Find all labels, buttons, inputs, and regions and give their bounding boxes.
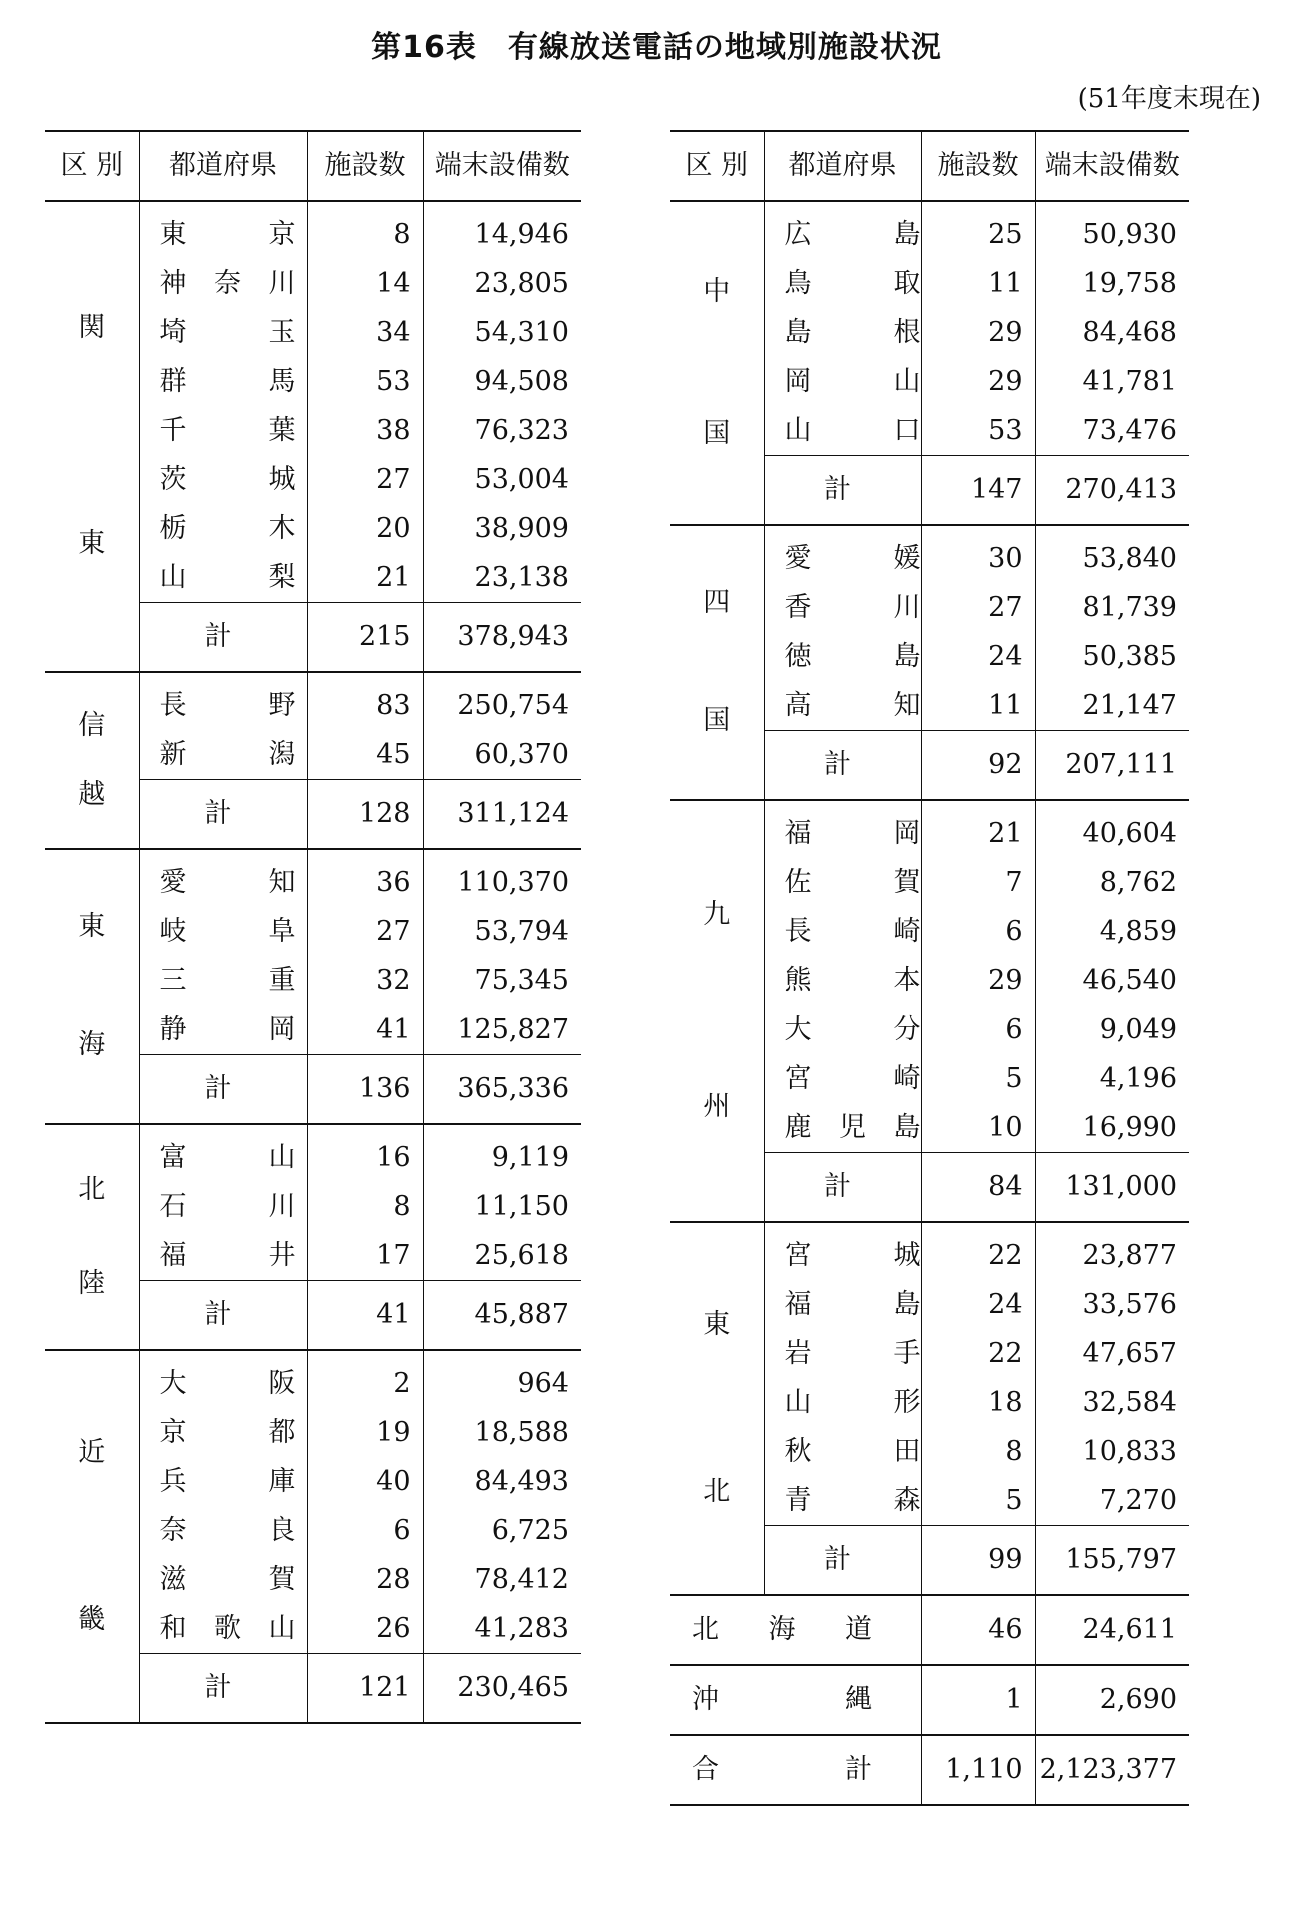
subtotal-label: 計 [139, 780, 307, 850]
region-label [670, 545, 764, 781]
prefecture-label: 福岡 [784, 818, 921, 849]
subtotal-facilities: 99 [921, 1526, 1035, 1596]
subtotal-facilities: 136 [307, 1055, 423, 1125]
grand-total-facilities: 1,110 [921, 1735, 1035, 1805]
prefecture-label: 長崎 [784, 916, 921, 947]
terminal-count: 110,370 [457, 867, 569, 898]
prefecture-label: 山形 [784, 1387, 921, 1418]
prefecture-name [139, 259, 307, 308]
prefecture-label: 和歌山 [159, 1613, 296, 1644]
region-label [670, 221, 764, 506]
facility-count: 53 [921, 406, 1035, 456]
table-row [45, 1350, 581, 1408]
subtotal-facilities: 147 [921, 456, 1035, 526]
facility-count: 41 [307, 1005, 423, 1055]
prefecture-label: 宮城 [784, 1240, 921, 1271]
prefecture-name [764, 1103, 921, 1153]
prefecture-label: 岐阜 [159, 916, 296, 947]
terminal-count: 6,725 [491, 1515, 569, 1546]
prefecture-name [764, 357, 921, 406]
facility-count: 5 [921, 1476, 1035, 1526]
prefecture-name [139, 308, 307, 357]
okinawa-terminals: 2,690 [1035, 1665, 1189, 1735]
prefecture-label: 三重 [159, 965, 296, 996]
terminal-count: 47,657 [1082, 1338, 1177, 1369]
prefecture-name [764, 681, 921, 731]
region-char: 九 [703, 899, 731, 931]
prefecture-label: 富山 [159, 1142, 296, 1173]
prefecture-name [139, 357, 307, 406]
terminal-count: 25,618 [474, 1240, 569, 1271]
prefecture-name [764, 1476, 921, 1526]
prefecture-label: 山梨 [159, 562, 296, 593]
grand-total-terminals: 2,123,377 [1035, 1735, 1189, 1805]
prefecture-label: 石川 [159, 1191, 296, 1222]
prefecture-name [764, 1054, 921, 1103]
table-row [45, 672, 581, 730]
prefecture-label: 奈良 [159, 1515, 296, 1546]
prefecture-label: 栃木 [159, 513, 296, 544]
prefecture-name [764, 201, 921, 259]
prefecture-name [139, 553, 307, 603]
terminal-count: 11,150 [474, 1191, 569, 1222]
subtotal-terminals: 207,111 [1035, 731, 1189, 801]
prefecture-label: 秋田 [784, 1436, 921, 1467]
prefecture-label: 佐賀 [784, 867, 921, 898]
facility-count: 22 [921, 1222, 1035, 1280]
as-of-note: (51年度末現在) [1077, 84, 1261, 114]
subtotal-terminals: 155,797 [1035, 1526, 1189, 1596]
facility-count: 32 [307, 956, 423, 1005]
region-label [670, 820, 764, 1203]
prefecture-name [764, 858, 921, 907]
region-char: 海 [78, 1029, 106, 1061]
region-char: 北 [78, 1174, 106, 1206]
terminal-count: 41,781 [1082, 366, 1177, 397]
terminal-count: 9,119 [491, 1142, 569, 1173]
prefecture-name [764, 308, 921, 357]
prefecture-label: 岡山 [784, 366, 921, 397]
region-char: 東 [703, 1308, 731, 1340]
region-char: 国 [703, 705, 731, 737]
facility-count: 30 [921, 525, 1035, 583]
facility-count: 21 [307, 553, 423, 603]
terminal-count: 18,588 [474, 1417, 569, 1448]
prefecture-label: 岩手 [784, 1338, 921, 1369]
facility-count: 21 [921, 800, 1035, 858]
region-label [45, 869, 139, 1105]
prefecture-label: 愛知 [159, 867, 296, 898]
right-table-container [670, 130, 1274, 1806]
subtotal-terminals: 365,336 [423, 1055, 581, 1125]
region-char: 四 [703, 587, 731, 619]
region-name [670, 201, 764, 525]
facility-count: 34 [307, 308, 423, 357]
header-terminals: 端末設備数 [423, 131, 581, 201]
prefecture-name [764, 525, 921, 583]
terminal-count: 46,540 [1082, 965, 1177, 996]
region-char: 国 [703, 418, 731, 450]
prefecture-name [764, 1005, 921, 1054]
table-title: 第16表 有線放送電話の地域別施設状況 [371, 30, 942, 65]
terminal-count: 76,323 [474, 415, 569, 446]
facility-count: 36 [307, 849, 423, 907]
terminal-count: 964 [517, 1368, 569, 1399]
region-char: 中 [703, 275, 731, 307]
facility-count: 26 [307, 1604, 423, 1654]
terminal-count: 10,833 [1082, 1436, 1177, 1467]
prefecture-name [764, 1378, 921, 1427]
region-name [45, 1350, 139, 1723]
prefecture-label: 鳥取 [784, 268, 921, 299]
subtotal-label: 計 [139, 1055, 307, 1125]
prefecture-label: 愛媛 [784, 543, 921, 574]
subtotal-facilities: 215 [307, 603, 423, 673]
prefecture-label: 兵庫 [159, 1466, 296, 1497]
hokkaido-label: 北海道 [670, 1595, 921, 1665]
right-table-body [670, 201, 1189, 1595]
prefecture-name [139, 504, 307, 553]
header-region: 区 別 [45, 131, 139, 201]
region-char: 信 [78, 709, 106, 741]
header-prefecture: 都道府県 [764, 131, 921, 201]
terminal-count: 38,909 [474, 513, 569, 544]
terminal-count: 125,827 [457, 1014, 569, 1045]
prefecture-label: 鹿児島 [784, 1112, 921, 1143]
left-table-body [45, 201, 581, 1723]
subtotal-facilities: 128 [307, 780, 423, 850]
facility-count: 5 [921, 1054, 1035, 1103]
terminal-count: 7,270 [1099, 1485, 1177, 1516]
table-row [670, 201, 1189, 259]
terminal-count: 41,283 [474, 1613, 569, 1644]
terminal-count: 53,004 [474, 464, 569, 495]
okinawa-facilities: 1 [921, 1665, 1035, 1735]
region-name [45, 672, 139, 849]
terminal-count: 50,385 [1082, 641, 1177, 672]
terminal-count: 84,493 [474, 1466, 569, 1497]
table-row [45, 849, 581, 907]
prefecture-name [764, 1329, 921, 1378]
facility-count: 29 [921, 357, 1035, 406]
header-region: 区 別 [670, 131, 764, 201]
facility-count: 8 [921, 1427, 1035, 1476]
terminal-count: 14,946 [474, 219, 569, 250]
prefecture-label: 群馬 [159, 366, 296, 397]
prefecture-name [764, 583, 921, 632]
prefecture-name [139, 672, 307, 730]
region-char: 州 [703, 1090, 731, 1122]
facility-count: 7 [921, 858, 1035, 907]
facility-count: 18 [921, 1378, 1035, 1427]
facility-count: 2 [307, 1350, 423, 1408]
facility-count: 6 [921, 1005, 1035, 1054]
facility-count: 29 [921, 956, 1035, 1005]
prefecture-name [139, 406, 307, 455]
facility-count: 28 [307, 1555, 423, 1604]
terminal-count: 9,049 [1099, 1014, 1177, 1045]
prefecture-label: 青森 [784, 1485, 921, 1516]
region-char: 北 [703, 1475, 731, 1507]
region-char: 畿 [78, 1603, 106, 1635]
facility-count: 10 [921, 1103, 1035, 1153]
terminal-count: 78,412 [474, 1564, 569, 1595]
prefecture-name [139, 956, 307, 1005]
facility-count: 8 [307, 201, 423, 259]
prefecture-name [139, 1457, 307, 1506]
facility-count: 24 [921, 1280, 1035, 1329]
prefecture-label: 茨城 [159, 464, 296, 495]
table-row [45, 201, 581, 259]
terminal-count: 81,739 [1082, 592, 1177, 623]
prefecture-label: 新潟 [159, 739, 296, 770]
facility-count: 22 [921, 1329, 1035, 1378]
prefecture-name [139, 849, 307, 907]
subtotal-facilities: 121 [307, 1654, 423, 1724]
terminal-count: 53,794 [474, 916, 569, 947]
facility-count: 40 [307, 1457, 423, 1506]
hokkaido-row [670, 1595, 1189, 1665]
header-row [45, 131, 581, 201]
region-char: 陸 [78, 1267, 106, 1299]
facility-count: 29 [921, 308, 1035, 357]
terminal-count: 53,840 [1082, 543, 1177, 574]
terminal-count: 54,310 [474, 317, 569, 348]
facility-count: 11 [921, 681, 1035, 731]
prefecture-name [764, 406, 921, 456]
prefecture-label: 宮崎 [784, 1063, 921, 1094]
terminal-count: 19,758 [1082, 268, 1177, 299]
region-label [45, 1144, 139, 1331]
prefecture-name [764, 1427, 921, 1476]
table-row [670, 800, 1189, 858]
left-table-container [45, 130, 665, 1724]
region-label [45, 221, 139, 653]
subtotal-label: 計 [764, 1526, 921, 1596]
table-row [670, 525, 1189, 583]
facility-count: 14 [307, 259, 423, 308]
prefecture-label: 東京 [159, 219, 296, 250]
prefecture-name [139, 907, 307, 956]
prefecture-label: 大分 [784, 1014, 921, 1045]
prefecture-name [764, 800, 921, 858]
prefecture-name [139, 730, 307, 780]
prefecture-label: 熊本 [784, 965, 921, 996]
facility-count: 20 [307, 504, 423, 553]
region-char: 東 [78, 528, 106, 560]
prefecture-name [139, 1182, 307, 1231]
hokkaido-terminals: 24,611 [1035, 1595, 1189, 1665]
prefecture-name [139, 455, 307, 504]
prefecture-name [764, 956, 921, 1005]
terminal-count: 16,990 [1082, 1112, 1177, 1143]
terminal-count: 73,476 [1082, 415, 1177, 446]
facility-count: 53 [307, 357, 423, 406]
prefecture-label: 神奈川 [159, 268, 296, 299]
region-name [670, 1222, 764, 1595]
header-terminals: 端末設備数 [1035, 131, 1189, 201]
facility-count: 6 [307, 1506, 423, 1555]
subtotal-terminals: 131,000 [1035, 1153, 1189, 1223]
prefecture-name [139, 1231, 307, 1281]
prefecture-label: 静岡 [159, 1014, 296, 1045]
prefecture-label: 島根 [784, 317, 921, 348]
subtotal-label: 計 [139, 1654, 307, 1724]
prefecture-name [139, 1604, 307, 1654]
facility-count: 11 [921, 259, 1035, 308]
prefecture-label: 長野 [159, 690, 296, 721]
prefecture-name [764, 1280, 921, 1329]
facility-count: 25 [921, 201, 1035, 259]
prefecture-label: 京都 [159, 1417, 296, 1448]
facility-count: 6 [921, 907, 1035, 956]
facility-count: 27 [307, 455, 423, 504]
prefecture-name [139, 1555, 307, 1604]
subtotal-label: 計 [139, 603, 307, 673]
facility-count: 45 [307, 730, 423, 780]
terminal-count: 8,762 [1099, 867, 1177, 898]
subtotal-label: 計 [139, 1281, 307, 1351]
grand-total-row [670, 1735, 1189, 1805]
prefecture-name [764, 1222, 921, 1280]
facility-count: 27 [307, 907, 423, 956]
facility-count: 83 [307, 672, 423, 730]
region-char: 越 [78, 778, 106, 810]
header-facilities: 施設数 [307, 131, 423, 201]
grand-total-label: 合計 [670, 1735, 921, 1805]
prefecture-name [139, 201, 307, 259]
prefecture-label: 広島 [784, 219, 921, 250]
region-name [45, 201, 139, 672]
subtotal-facilities: 84 [921, 1153, 1035, 1223]
prefecture-label: 埼玉 [159, 317, 296, 348]
subtotal-facilities: 41 [307, 1281, 423, 1351]
facility-count: 38 [307, 406, 423, 455]
header-row [670, 131, 1189, 201]
terminal-count: 84,468 [1082, 317, 1177, 348]
prefecture-label: 千葉 [159, 415, 296, 446]
prefecture-name [139, 1506, 307, 1555]
prefecture-label: 山口 [784, 415, 921, 446]
header-facilities: 施設数 [921, 131, 1035, 201]
region-char: 東 [78, 911, 106, 943]
facility-count: 19 [307, 1408, 423, 1457]
prefecture-label: 大阪 [159, 1368, 296, 1399]
region-name [670, 800, 764, 1222]
right-table [670, 130, 1189, 1806]
prefecture-name [764, 907, 921, 956]
region-label [45, 692, 139, 830]
region-label [670, 1242, 764, 1576]
header-prefecture: 都道府県 [139, 131, 307, 201]
prefecture-label: 香川 [784, 592, 921, 623]
terminal-count: 75,345 [474, 965, 569, 996]
terminal-count: 23,138 [474, 562, 569, 593]
terminal-count: 250,754 [457, 690, 569, 721]
region-char: 関 [78, 312, 106, 344]
terminal-count: 21,147 [1082, 690, 1177, 721]
prefecture-name [139, 1005, 307, 1055]
subtotal-label: 計 [764, 731, 921, 801]
prefecture-label: 福島 [784, 1289, 921, 1320]
facility-count: 17 [307, 1231, 423, 1281]
prefecture-name [139, 1350, 307, 1408]
table-row [670, 1222, 1189, 1280]
prefecture-name [139, 1408, 307, 1457]
prefecture-name [764, 632, 921, 681]
subtotal-terminals: 45,887 [423, 1281, 581, 1351]
subtotal-label: 計 [764, 456, 921, 526]
terminal-count: 60,370 [474, 739, 569, 770]
prefecture-label: 高知 [784, 690, 921, 721]
subtotal-facilities: 92 [921, 731, 1035, 801]
facility-count: 16 [307, 1124, 423, 1182]
region-label [45, 1370, 139, 1704]
subtotal-terminals: 378,943 [423, 603, 581, 673]
terminal-count: 40,604 [1082, 818, 1177, 849]
prefecture-name [764, 259, 921, 308]
facility-count: 24 [921, 632, 1035, 681]
okinawa-row [670, 1665, 1189, 1735]
facility-count: 8 [307, 1182, 423, 1231]
terminal-count: 50,930 [1082, 219, 1177, 250]
region-name [45, 849, 139, 1124]
subtotal-terminals: 311,124 [423, 780, 581, 850]
right-table-footer [670, 1595, 1189, 1805]
terminal-count: 33,576 [1082, 1289, 1177, 1320]
terminal-count: 23,877 [1082, 1240, 1177, 1271]
subtotal-terminals: 270,413 [1035, 456, 1189, 526]
hokkaido-facilities: 46 [921, 1595, 1035, 1665]
region-char: 近 [78, 1436, 106, 1468]
terminal-count: 4,196 [1099, 1063, 1177, 1094]
region-name [45, 1124, 139, 1350]
prefecture-label: 滋賀 [159, 1564, 296, 1595]
terminal-count: 94,508 [474, 366, 569, 397]
facility-count: 27 [921, 583, 1035, 632]
subtotal-terminals: 230,465 [423, 1654, 581, 1724]
prefecture-label: 徳島 [784, 641, 921, 672]
prefecture-label: 福井 [159, 1240, 296, 1271]
terminal-count: 23,805 [474, 268, 569, 299]
okinawa-label: 沖縄 [670, 1665, 921, 1735]
subtotal-label: 計 [764, 1153, 921, 1223]
left-table [45, 130, 581, 1724]
region-name [670, 525, 764, 800]
terminal-count: 4,859 [1099, 916, 1177, 947]
prefecture-name [139, 1124, 307, 1182]
table-row [45, 1124, 581, 1182]
terminal-count: 32,584 [1082, 1387, 1177, 1418]
